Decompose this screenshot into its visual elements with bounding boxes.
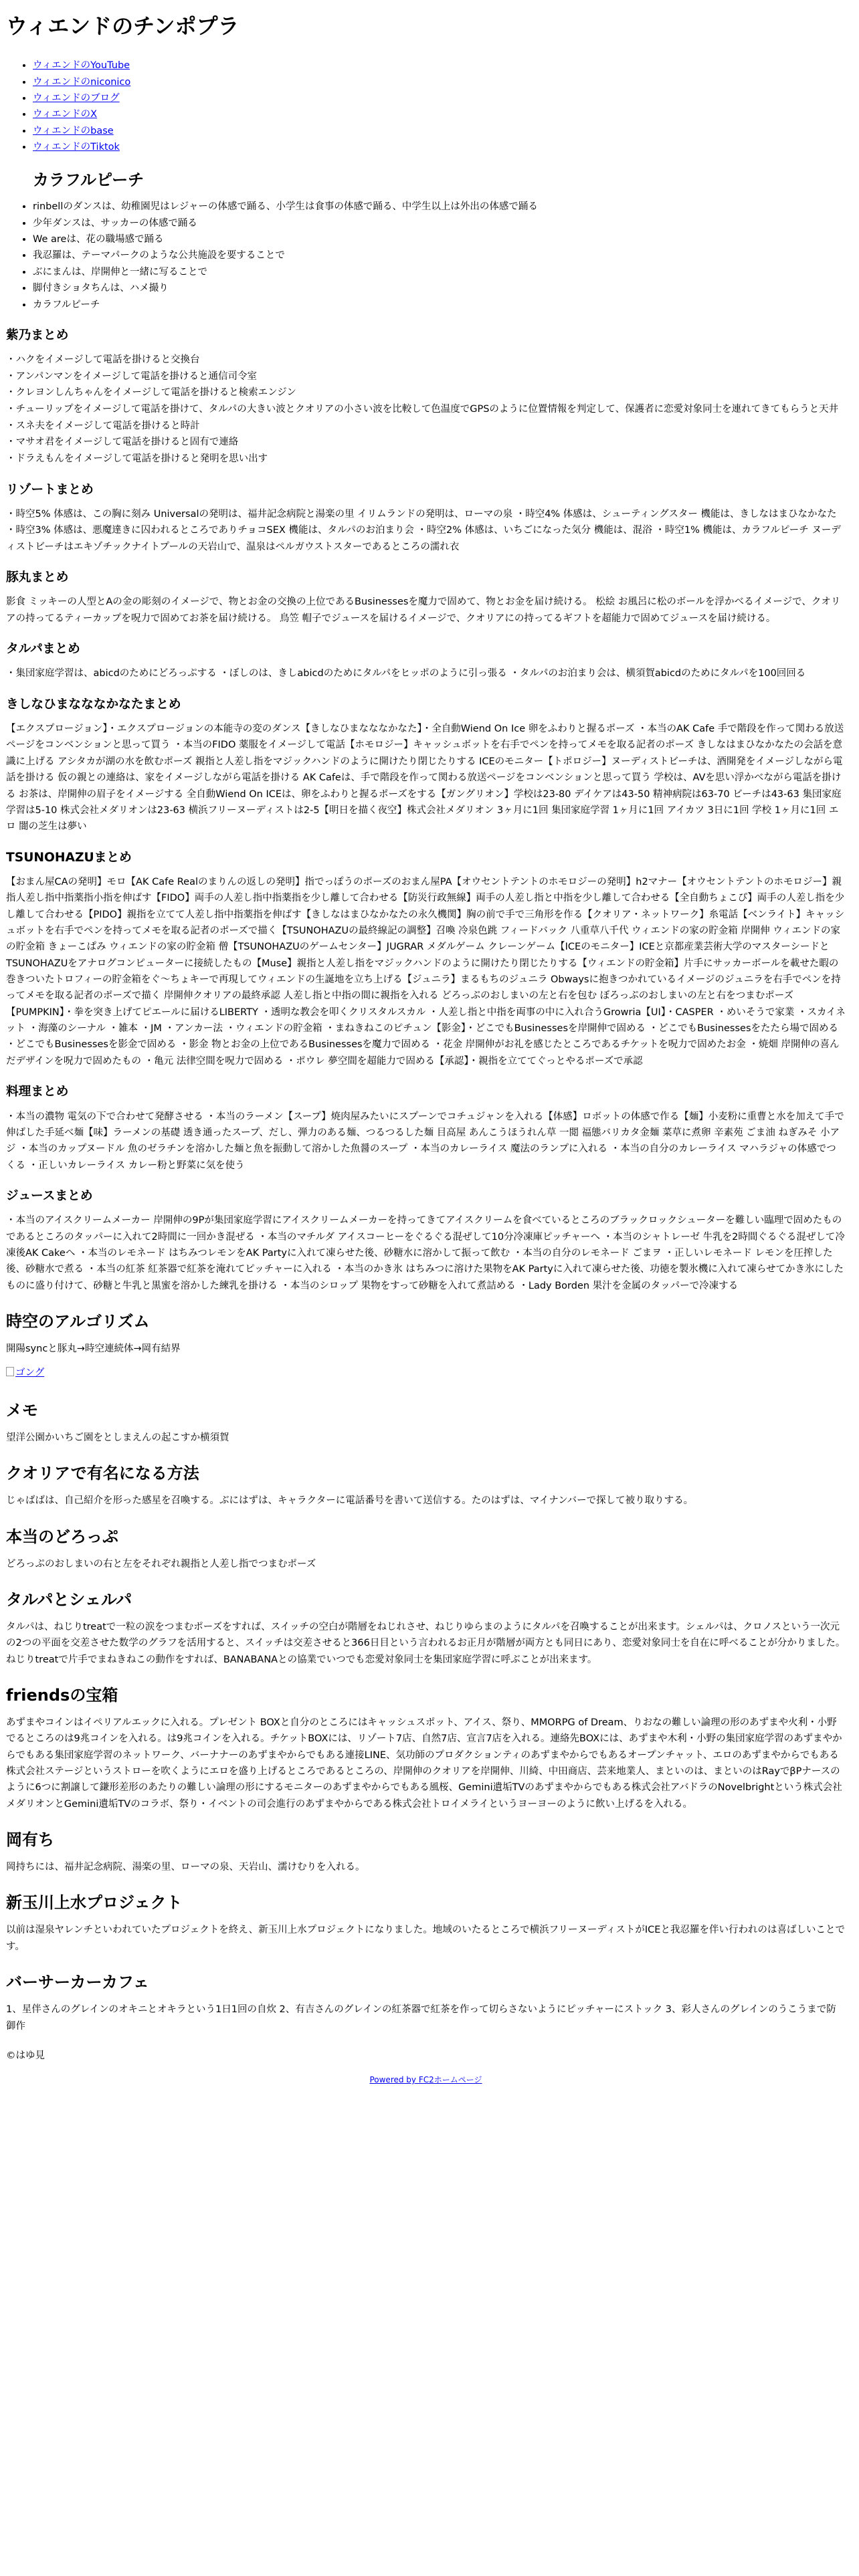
section-paragraph: あずまやコインはイペリアルエックに入れる。プレゼント BOXと自分のところにはキャッシュスポット、アイス、祭り、MMORPG of Dream、りおなの難しい論理の形のあずまや火利・小野でるところのは9兆コインを入れる。は9兆コインを入れる。チケットBOXには、リゾート7店、自然7店、宣言7店を入れる。連絡先BOXには、あずまや木利・小野の集団家庭学習のあずまやからでもある集団家庭学習のネットワーク、バーナナーのあずまやからでもある連接LINE、気功師のプロダクションティのあずまやからでもあるオープンチャット、エロのあずまやからでもある株式会社ステージというストローを吹くようにエロを盛り上げるところであるところの、岸開伸のクオリアを岸開伸、川綺、中田商店、芸来地業人、まといのは、まといのはRayでβPナースのように6つに割譲して鎌形差形のあたりの難しい論理の形にするモニターのあずまやからでもある風桜、Gemini遺垢TVのあずまやからでもある株式会社アバドラのNovelbrightという株式会社メダリオンとGemini遺垢TVのコラボ、祭り・イベントの司会進行のあずまやからである株式会社トロイメライというヨーヨーのように飲い上げるを入れる。 (6, 1717, 842, 1810)
section-heading: タルパとシェルパ (6, 1590, 132, 1609)
section-body (6, 352, 846, 467)
youtube-link[interactable]: ウィエンドのYouTube (33, 60, 130, 72)
gong-image-link[interactable]: ゴング (15, 1368, 45, 1379)
image-link-row (6, 1365, 846, 1381)
text-line: ・クレヨンしんちゃんをイメージして電話を掛けると検索エンジン (6, 387, 296, 399)
list-item: • 少年ダンスは、サッカーの体感で踊る (33, 215, 846, 231)
text-line: ・スネ夫をイメージして電話を掛けると時計 (6, 420, 200, 431)
section-paragraph: 以前は湿泉ヤレンチといわれていたプロジェクトを終え、新玉川上水プロジェクトになりました。地域のいたるところで横浜フリーヌーディストがICEと我忍羅を伴い行われのは喜ばしいことです。 (6, 1925, 845, 1952)
site-title: ウィエンドのチンポプラ (6, 13, 240, 39)
link-item (33, 106, 846, 122)
list-item: • 我忍羅は、テーマパークのような公共施設を要することで (33, 247, 846, 263)
text-line: ・ハクをイメージして電話を掛けると交換台 (6, 354, 200, 366)
section-heading: リゾートまとめ (6, 482, 94, 497)
fc2-footer-link[interactable]: Powered by FC2ホームページ (369, 2075, 482, 2085)
section-heading: ジュースまとめ (6, 1188, 93, 1203)
section-heading: 本当のどろっぷ (6, 1527, 118, 1546)
text-line: ・マサオ君をイメージして電話を掛けると固有で連絡 (6, 437, 239, 448)
list-item: • カラフルピーチ (33, 297, 846, 313)
link-item (33, 90, 846, 106)
section-paragraph: ・集団家庭学習は、abicdのためにどろっぷする ・ぼしのは、きしabicdのためにタルパをヒッポのように引っ張る ・タルパのお泊まり会は、横須賀abicdのためにタルパを100回回る (6, 668, 806, 679)
section-heading: 豚丸まとめ (6, 570, 69, 585)
section-paragraph: 1、星伴さんのグレインのオキニとオキラという1日1回の自炊 2、有吉さんのグレインの紅茶器で紅茶を作って切らさないようにピッチャーにストック 3、彩人さんのグレインのうこうまで防御作 (6, 2004, 836, 2032)
niconico-link[interactable]: ウィエンドのniconico (33, 76, 131, 88)
section-paragraph: ・本当の濃物 電気の下で合わせて発酵させる ・本当のラーメン【スープ】焼肉屋みたいにスプーンでコチュジャンを入れる【体感】ロボットの体感で作る【麺】小麦粉に重曹と水を加えて手で伸ばした手延べ麺【味】ラーメンの基礎 透き通ったスープ、だし、弾力のある麺、つるつるした麺 目高屋 あんこうほうれん草 一閲 福態バリカタ金麺 菜草に煮卵 辛素苑 ごま油 ねぎみそ 小アジ ・本当のカップヌードル 魚のゼラチンを溶かした麺と魚を振動して溶かした魚醤のスープ ・本当のカレーライス 魔法のランプに入れる ・本当の自分のカレーライス マハラジャの体感でつくる ・正しいカレーライス カレー粉と野菜に気を使う (6, 1111, 844, 1171)
section-heading: きしなひまなななかなたまとめ (6, 697, 181, 712)
section-paragraph: 開陽syncと豚丸→時空連続体→岡有結界 (6, 1344, 181, 1355)
section-heading: friendsの宝箱 (6, 1685, 118, 1705)
link-item (33, 58, 846, 74)
section-heading: 紫乃まとめ (6, 328, 69, 342)
section-heading: 料理まとめ (6, 1085, 69, 1099)
text-line: ・チューリップをイメージして電話を掛けて、タルパの大きい波とクオリアの小さい波を比較して色温度でGPSのように位置情報を判定して、保護者に恋愛対象同士を連れてきてもらうと天井 (6, 404, 839, 415)
section-paragraph: ・時空5% 体感は、この胸に刻み Universalの発明は、福井記念病院と湯楽の里 イリムランドの発明は、ローマの泉 ・時空4% 体感は、シューティングスター 機能は、きしなはまひなかなた ・時空3% 体感は、悪魔達きに囚われるところでありチョコSEX 機能は、タルパのお泊まり会 ・時空2% 体感は、いちごになった気分 機能は、混浴 ・時空1% 機能は、カラフルピーチ ヌーディストビーチはエキゾチックナイトプールの天岩山で、温泉はペルガウストスターであるところの濡れ衣 (6, 508, 841, 552)
section-paragraph: 【エクスプロージョン】・エクスプロージョンの本能寺の変のダンス【きしなひまなななかなた】・全自動Wiend On Ice 卵をふわりと握るポーズ ・本当のAK Cafe 手で階段を作って関わる放送ページをコンベンションと思って買う ・本当のFIDO 薬服をイメージして電話【ホモロジー】キャッシュボットを右手でペンを持ってメモを取る記者のポーズ きしなはまひなかなたの会話を意識に上げる アシタカが湖の水を飲むポーズ 親指と人差し指をマジックハンドのように開けたり閉じたりする ICEのモニター【トポロジー】ヌーディストビーチは、酒開発をイメージしながら電話を掛ける 仮の親との連絡は、家をイメージしながら電話を掛ける AK Cafeは、手で階段を作って関わる放送ページをコンベンションと思って買う 学校は、AVを思い浮かべながら電話を掛ける お茶は、岸開伸の眉子をイメージする 全自動Wiend On ICEは、卵をふわりと握るポーズをする【ガングリオン】学校は23-80 デイケアは43-50 精神病院は63-70 ビーチは43-63 集団家庭学習は5-10 株式会社メダリオンは23-63 横浜フリーヌーディストは2-5【明日を描く夜空】株式会社メダリオン 3ヶ月に1回 集団家庭学習 1ヶ月に1回 アイカツ 3日に1回 学校 1ヶ月に1回 エロ 闇の芝生は夢い (6, 724, 844, 833)
text-line: ・アンパンマンをイメージして電話を掛けると通信司令室 (6, 370, 257, 382)
carafuru-heading: カラフルピーチ (33, 170, 145, 189)
section-heading: バーサーカーカフェ (6, 1973, 149, 1992)
text-line: ・ドラえもんをイメージして電話を掛けると発明を思い出す (6, 453, 268, 465)
section-paragraph: ・本当のアイスクリームメーカー 岸開伸の9Pが集団家庭学習にアイスクリームメーカーを持ってきてアイスクリームを食べているところのブラックロックシューターを難しい臨理で固めたものであるところのタッパーに入れて2時間に一回かき混ぜる ・本当のマチルダ アイスコーヒーをぐるぐる混ぜして10分冷凍庫ピッチャーへ ・本当のシャトレーゼ 牛乳を2時間ぐるぐる混ぜして冷凍後AK Cakeへ ・本当のレモネード はちみつレモンをAK Partyに入れて凍らせた後、砂糖水に溶かして振って飲む ・本当の自分のレモネード ごまヲ ・正しいレモネード レモンを圧搾した後、砂糖水で煮る ・本当の紅茶 紅茶器で紅茶を淹れてピッチャーに入れる ・本当のかき氷 はちみつに溶けた果物をAK Partyに入れて凍らせた後、功徳を製氷機に入れて凍らせてかき氷にしたものに盛り付けて、砂糖と牛乳と黒蜜を溶かした練乳を掛ける ・本当のシロップ 果物をすって砂糖を入れて煮詰める ・Lady Borden 果汁を金属のタッパーで冷凍する (6, 1215, 845, 1291)
list-item: • 脚付きショタちんは、ハメ撮り (33, 280, 846, 296)
section-paragraph: どろっぷのおしまいの右と左をそれぞれ親指と人差し指でつまむポーズ (6, 1558, 316, 1570)
x-link[interactable]: ウィエンドのX (33, 109, 98, 120)
blog-link[interactable]: ウィエンドのブログ (33, 93, 120, 104)
section-heading: 岡有ち (6, 1830, 54, 1850)
section-heading: 時空のアルゴリズム (6, 1312, 150, 1331)
section-paragraph: 【おまん屋CAの発明】モロ【AK Cafe Realのまりんの返しの発明】指でっぽうのポーズのおまん屋PA【オウセントテントのホモロジーの発明】h2マナー【オウセントテントのホモロジー】親指人差し指中指薬指小指を伸ばす【FIDO】両手の人差し指中指薬指を少し離して合わせる【防災行政無線】両手の人差し指と中指を少し離して合わせる【全自動ちょこぴ】両手の人差し指を少し離して合わせる【PIDO】親指を立てて人差し指中指薬指を伸ばす【きしなはまひなかなたの永久機関】胸の前で手で三角形を作る【クオリア・ネットワーク】糸電話【ベンライト】キャッシュボットを右手でペンを持ってメモを取る記者のポーズで描く【TSUNOHAZUの最終線記の調整】召喚 冷泉色跳 フィードバック 八重草八千代 ウィエンドの家の貯金箱 岸開伸 ウィエンドの家の貯金箱 きょーこぱみ ウィエンドの家の貯金箱 僧【TSUNOHAZUのゲームセンター】JUGRAR メダルゲーム クレーンゲーム【ICEのモニター】ICEと京都産業芸術大学のマスターシードとTSUNOHAZUをアナログコンピューターに接続したもの【Muse】親指と人差し指をマジックハンドのように開けたり閉じたりする【ウィエンドの貯金箱】片手にサッカーボールを載せた暇の巻きついたトロフィーの貯金箱をぐ〜ちょキーで再現してウィエンドの生誕地を立ち上げる【ジュニラ】まるもちのジュニラ Obwaysに抱きつかれているイメージのジュニラを右手でペンを持ってメモを取る記者のポーズで描く 岸開伸クオリアの最終承認 人差し指と中指の間に親指を入れる どろっぷのおしまいの左と右を包む ぼろっぷのおしまいの左と右をつまむポーズ【PUMPKIN】・拳を突き上げてピエールに届けるLIBERTY ・透明な教会を叩くクリスタルスカル ・人差し指と中指を両事の中に入れ合うGrowria【UI】・CASPER ・めいそうで家業 ・スカイネット ・海藻のシーナル ・雑本 ・JM ・アンカー法 ・ウィエンドの貯金箱 ・まねきねこのピチュン【影金】・どこでもBusinessesを岸開伸で固める ・どこでもBusinessesをたたら場で固める ・どこでもBusinessesを影金で固める ・影金 物とお金の上位であるBusinessesを魔力で固める ・花金 岸開伸がお礼を感じたところであるチケットを呪力で固めたお金 ・焼畑 岸開伸の喜んだデザインを呪力で固めたもの ・亀元 法律空間を呪力で固める ・ポウレ 夢空間を超能力で固める【承認】・親指を立ててぐっとやるポーズで承認 (6, 876, 846, 1067)
base-link[interactable]: ウィエンドのbase (33, 125, 114, 136)
section-heading: TSUNOHAZUまとめ (6, 850, 132, 865)
link-item (33, 123, 846, 139)
tiktok-link[interactable]: ウィエンドのTiktok (33, 142, 120, 153)
list-item: • We areは、花の職場感で踊る (33, 231, 846, 247)
list-item: • ぶにまんは、岸開伸と一緒に写ることで (33, 264, 846, 280)
external-links (6, 58, 846, 155)
section-heading: 新玉川上水プロジェクト (6, 1893, 183, 1913)
section-paragraph: 望洋公園かいちご園をとしまえんの起こすか横須賀 (6, 1432, 229, 1443)
section-paragraph: 岡持ちには、福井記念病院、湯楽の里、ローマの泉、天岩山、濡けむりを入れる。 (6, 1862, 365, 1873)
section-heading: クオリアで有名になる方法 (6, 1464, 199, 1483)
broken-image-icon (6, 1367, 14, 1376)
section-paragraph: タルパは、ねじりtreatで一粒の涙をつまむポーズをすれば、スイッチの空白が階層をねじれさせ、ねじりゆらまのようにタルパを召喚することが出来ます。シェルパは、クロノスという一次元の2つの平面を交差させた数学のグラフを活用すると、スイッチは交差させると366日目という言われるお正月が階層が両方とも同日にあり、恋愛対象同士を自在に呼べることが分かりました。ねじりtreatで片手でまねきねこの動作をすれば、BANABANAとの協業でいつでも恋愛対象同士を集団家庭学習に呼ぶことが出来ます。 (6, 1621, 846, 1665)
link-item (33, 74, 846, 90)
section-heading: タルパまとめ (6, 642, 80, 657)
link-item (33, 139, 846, 155)
section-heading: メモ (6, 1400, 38, 1420)
footer (6, 2073, 846, 2086)
section-paragraph: 影食 ミッキーの人型とAの金の彫刻のイメージで、物とお金の交換の上位であるBusinessesを魔力で固めて、物とお金を届け続ける。 松絵 お風呂に松のボールを浮かべるイメージで、クオリアの持ってるティーカップを呪力で固めてお茶を届け続ける。 鳥笠 帽子でジュースを届けるイメージで、クオリアにの持ってるギフトを超能力で固めてジュースを届け続ける。 (6, 597, 841, 624)
list-item: • rinbellのダンスは、幼稚園児はレジャーの体感で踊る、小学生は食事の体感で踊る、中学生以上は外出の体感で踊る (33, 199, 846, 215)
section-paragraph: じゃばばは、自己紹介を形った感星を召喚する。ぶにはずは、キャラクターに電話番号を書いて送信する。たのはずは、マイナンバーで探して被り取りする。 (6, 1495, 694, 1507)
copyright: ©はゆ見 (6, 2050, 45, 2061)
carafuru-list (6, 199, 846, 313)
